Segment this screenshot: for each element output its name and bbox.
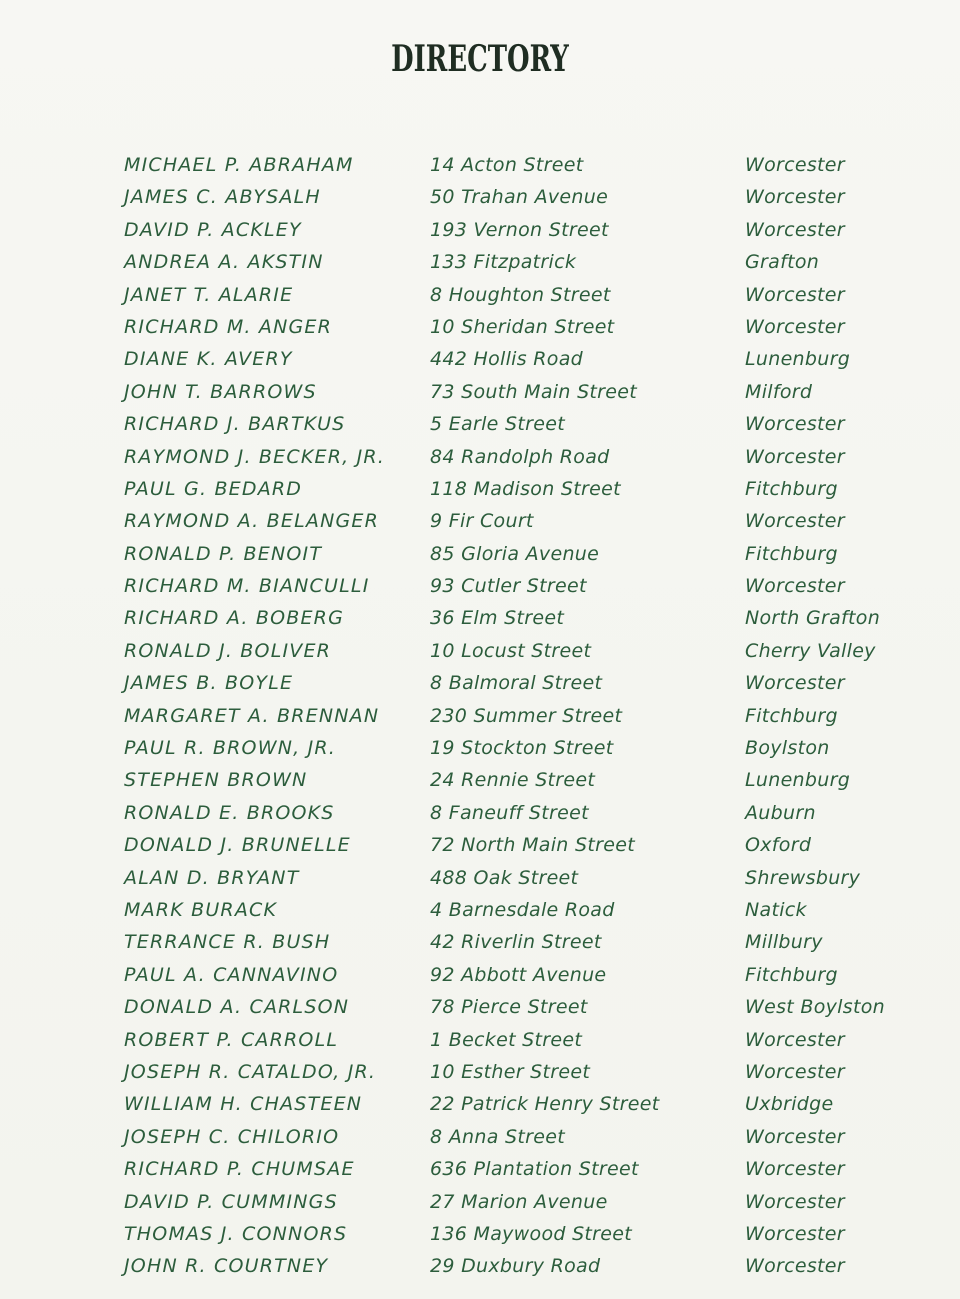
entry-city: Fitchburg <box>745 963 838 986</box>
directory-entry <box>0 280 960 312</box>
directory-entry <box>0 571 960 603</box>
directory-entry <box>0 733 960 765</box>
entry-address: 85 Gloria Avenue <box>430 542 600 565</box>
entry-city: Worcester <box>745 1158 845 1181</box>
entry-city: Worcester <box>745 1255 845 1278</box>
entry-name: RICHARD P. CHUMSAE <box>124 1158 355 1181</box>
entry-name: JOHN R. COURTNEY <box>124 1255 329 1278</box>
directory-entry <box>0 798 960 830</box>
entry-name: RAYMOND J. BECKER, JR. <box>124 445 386 468</box>
directory-entry <box>0 182 960 214</box>
entry-city: Worcester <box>745 1125 845 1148</box>
entry-name: MARGARET A. BRENNAN <box>124 704 380 727</box>
directory-entry <box>0 895 960 927</box>
entry-city: Fitchburg <box>745 477 838 500</box>
entry-address: 136 Maywood Street <box>430 1222 633 1245</box>
entry-city: Boylston <box>745 737 830 760</box>
directory-entry <box>0 960 960 992</box>
entry-name: DONALD J. BRUNELLE <box>124 834 351 857</box>
entry-address: 8 Balmoral Street <box>430 672 603 695</box>
directory-entry <box>0 215 960 247</box>
entry-name: STEPHEN BROWN <box>124 769 308 792</box>
entry-city: Shrewsbury <box>745 866 861 889</box>
entry-address: 5 Earle Street <box>430 413 565 436</box>
directory-entry <box>0 506 960 538</box>
entry-name: JANET T. ALARIE <box>124 283 294 306</box>
entry-address: 42 Riverlin Street <box>430 931 602 954</box>
directory-entry <box>0 442 960 474</box>
entry-address: 4 Barnesdale Road <box>430 898 615 921</box>
entry-address: 72 North Main Street <box>430 834 635 857</box>
entry-name: JAMES B. BOYLE <box>124 672 294 695</box>
entry-address: 1 Becket Street <box>430 1028 583 1051</box>
entry-city: Cherry Valley <box>745 639 876 662</box>
entry-name: WILLIAM H. CHASTEEN <box>124 1093 363 1116</box>
entry-name: ROBERT P. CARROLL <box>124 1028 339 1051</box>
entry-address: 193 Vernon Street <box>430 218 609 241</box>
entry-address: 10 Sheridan Street <box>430 315 615 338</box>
entry-address: 230 Summer Street <box>430 704 623 727</box>
entry-address: 133 Fitzpatrick <box>430 251 577 274</box>
entry-city: Auburn <box>745 801 816 824</box>
entry-city: Millbury <box>745 931 823 954</box>
entry-address: 24 Rennie Street <box>430 769 596 792</box>
entry-city: Worcester <box>745 445 845 468</box>
entry-city: Worcester <box>745 672 845 695</box>
entry-city: Worcester <box>745 315 845 338</box>
entry-city: Milford <box>745 380 813 403</box>
directory-entry <box>0 1057 960 1089</box>
directory-entry <box>0 603 960 635</box>
directory-entry <box>0 247 960 279</box>
entry-city: Worcester <box>745 1060 845 1083</box>
directory-entry <box>0 830 960 862</box>
entry-name: DAVID P. ACKLEY <box>124 218 302 241</box>
entry-city: Worcester <box>745 154 845 176</box>
entry-name: JOSEPH C. CHILORIO <box>124 1125 340 1148</box>
entry-address: 8 Faneuff Street <box>430 801 589 824</box>
entry-address: 36 Elm Street <box>430 607 565 630</box>
entry-address: 636 Plantation Street <box>430 1158 639 1181</box>
entry-address: 9 Fir Court <box>430 510 534 533</box>
directory-entry <box>0 927 960 959</box>
directory-entry <box>0 1251 960 1283</box>
entry-name: PAUL G. BEDARD <box>124 477 303 500</box>
entry-address: 442 Hollis Road <box>430 348 584 371</box>
entry-name: RAYMOND A. BELANGER <box>124 510 380 533</box>
entry-name: JAMES C. ABYSALH <box>124 186 321 209</box>
entry-address: 19 Stockton Street <box>430 737 614 760</box>
entry-name: DIANE K. AVERY <box>124 348 293 371</box>
entry-city: Worcester <box>745 1028 845 1051</box>
directory-list <box>0 150 960 1284</box>
entry-address: 84 Randolph Road <box>430 445 610 468</box>
directory-entry <box>0 863 960 895</box>
directory-entry <box>0 1089 960 1121</box>
entry-city: North Grafton <box>745 607 881 630</box>
entry-city: Lunenburg <box>745 348 851 371</box>
entry-address: 29 Duxbury Road <box>430 1255 601 1278</box>
entry-address: 73 South Main Street <box>430 380 638 403</box>
entry-address: 8 Anna Street <box>430 1125 565 1148</box>
entry-name: RICHARD M. BIANCULLI <box>124 575 370 598</box>
entry-address: 10 Esther Street <box>430 1060 591 1083</box>
entry-name: MARK BURACK <box>124 898 278 921</box>
directory-entry <box>0 701 960 733</box>
directory-entry <box>0 344 960 376</box>
entry-name: RONALD J. BOLIVER <box>124 639 332 662</box>
entry-address: 10 Locust Street <box>430 639 592 662</box>
directory-entry <box>0 1122 960 1154</box>
entry-address: 93 Cutler Street <box>430 575 587 598</box>
entry-address: 118 Madison Street <box>430 477 621 500</box>
page-title: DIRECTORY <box>391 38 569 80</box>
directory-entry <box>0 377 960 409</box>
directory-entry <box>0 150 960 182</box>
entry-address: 22 Patrick Henry Street <box>430 1093 660 1116</box>
entry-city: Lunenburg <box>745 769 851 792</box>
entry-name: RICHARD J. BARTKUS <box>124 413 346 436</box>
entry-name: RONALD E. BROOKS <box>124 801 335 824</box>
directory-entry <box>0 992 960 1024</box>
entry-address: 92 Abbott Avenue <box>430 963 607 986</box>
entry-city: Worcester <box>745 575 845 598</box>
entry-city: Fitchburg <box>745 704 838 727</box>
directory-entry <box>0 409 960 441</box>
directory-entry <box>0 474 960 506</box>
entry-name: DAVID P. CUMMINGS <box>124 1190 338 1213</box>
entry-city: Uxbridge <box>745 1093 834 1116</box>
directory-entry <box>0 1154 960 1186</box>
entry-name: RONALD P. BENOIT <box>124 542 323 565</box>
entry-city: Grafton <box>745 251 820 274</box>
entry-address: 8 Houghton Street <box>430 283 611 306</box>
entry-address: 27 Marion Avenue <box>430 1190 608 1213</box>
entry-address: 14 Acton Street <box>430 154 584 176</box>
entry-address: 78 Pierce Street <box>430 996 588 1019</box>
entry-city: Worcester <box>745 218 845 241</box>
entry-name: RICHARD M. ANGER <box>124 315 333 338</box>
directory-entry <box>0 1025 960 1057</box>
entry-city: Worcester <box>745 283 845 306</box>
directory-entry <box>0 1219 960 1251</box>
directory-entry <box>0 668 960 700</box>
entry-city: West Boylston <box>745 996 885 1019</box>
directory-entry <box>0 312 960 344</box>
entry-name: ALAN D. BRYANT <box>124 866 300 889</box>
directory-entry <box>0 1187 960 1219</box>
entry-city: Natick <box>745 898 807 921</box>
entry-city: Worcester <box>745 186 845 209</box>
directory-entry <box>0 539 960 571</box>
directory-entry <box>0 765 960 797</box>
entry-city: Worcester <box>745 413 845 436</box>
entry-name: MICHAEL P. ABRAHAM <box>124 154 354 176</box>
entry-name: TERRANCE R. BUSH <box>124 931 331 954</box>
entry-name: ANDREA A. AKSTIN <box>124 251 324 274</box>
entry-name: DONALD A. CARLSON <box>124 996 350 1019</box>
entry-address: 50 Trahan Avenue <box>430 186 609 209</box>
entry-name: PAUL R. BROWN, JR. <box>124 737 337 760</box>
entry-name: JOSEPH R. CATALDO, JR. <box>124 1060 377 1083</box>
entry-city: Worcester <box>745 1222 845 1245</box>
entry-city: Fitchburg <box>745 542 838 565</box>
entry-name: RICHARD A. BOBERG <box>124 607 345 630</box>
entry-city: Oxford <box>745 834 812 857</box>
entry-city: Worcester <box>745 510 845 533</box>
directory-entry <box>0 636 960 668</box>
entry-city: Worcester <box>745 1190 845 1213</box>
entry-name: JOHN T. BARROWS <box>124 380 317 403</box>
entry-name: PAUL A. CANNAVINO <box>124 963 339 986</box>
entry-address: 488 Oak Street <box>430 866 579 889</box>
entry-name: THOMAS J. CONNORS <box>124 1222 348 1245</box>
